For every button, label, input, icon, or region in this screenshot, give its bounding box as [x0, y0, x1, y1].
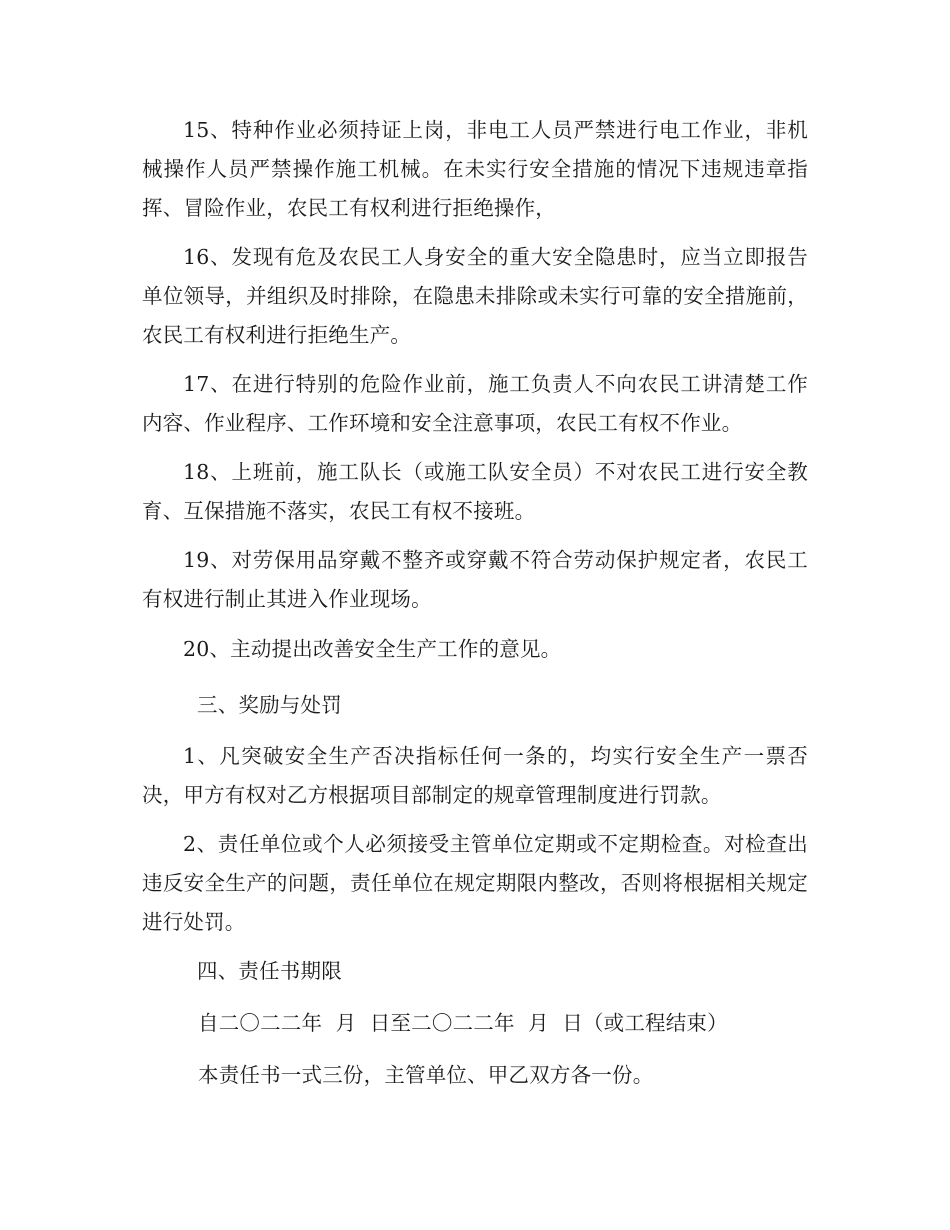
clause-15: 15、特种作业必须持证上岗，非电工人员严禁进行电工作业，非机械操作人员严禁操作施工机械。在未实行安全措施的情况下违规违章指挥、冒险作业，农民工有权利进行拒绝操作，	[142, 118, 808, 220]
copies-line: 本责任书一式三份，主管单位、甲乙双方各一份。	[198, 1063, 654, 1087]
penalty-item-2: 2、责任单位或个人必须接受主管单位定期或不定期检查。对检查出违反安全生产的问题，责任单位在规定期限内整改，否则将根据相关规定进行处罚。	[142, 832, 808, 934]
clause-20: 20、主动提出改善安全生产工作的意见。	[183, 637, 562, 661]
term-period-line: 自二〇二二年 月 日至二〇二二年 月 日（或工程结束）	[198, 1011, 728, 1035]
section-heading-term: 四、责任书期限	[197, 959, 342, 983]
clause-17: 17、在进行特别的危险作业前，施工负责人不向农民工讲清楚工作内容、作业程序、工作环境和安全注意事项，农民工有权不作业。	[142, 372, 808, 435]
section-heading-rewards-penalties: 三、奖励与处罚	[197, 693, 342, 717]
clause-16: 16、发现有危及农民工人身安全的重大安全隐患时，应当立即报告单位领导，并组织及时排除，在隐患未排除或未实行可靠的安全措施前，农民工有权利进行拒绝生产。	[142, 245, 808, 347]
clause-18: 18、上班前，施工队长（或施工队安全员）不对农民工进行安全教育、互保措施不落实，农民工有权不接班。	[142, 460, 808, 523]
clause-19: 19、对劳保用品穿戴不整齐或穿戴不符合劳动保护规定者，农民工有权进行制止其进入作业现场。	[142, 548, 808, 611]
penalty-item-1: 1、凡突破安全生产否决指标任何一条的，均实行安全生产一票否决，甲方有权对乙方根据项目部制定的规章管理制度进行罚款。	[142, 744, 808, 807]
